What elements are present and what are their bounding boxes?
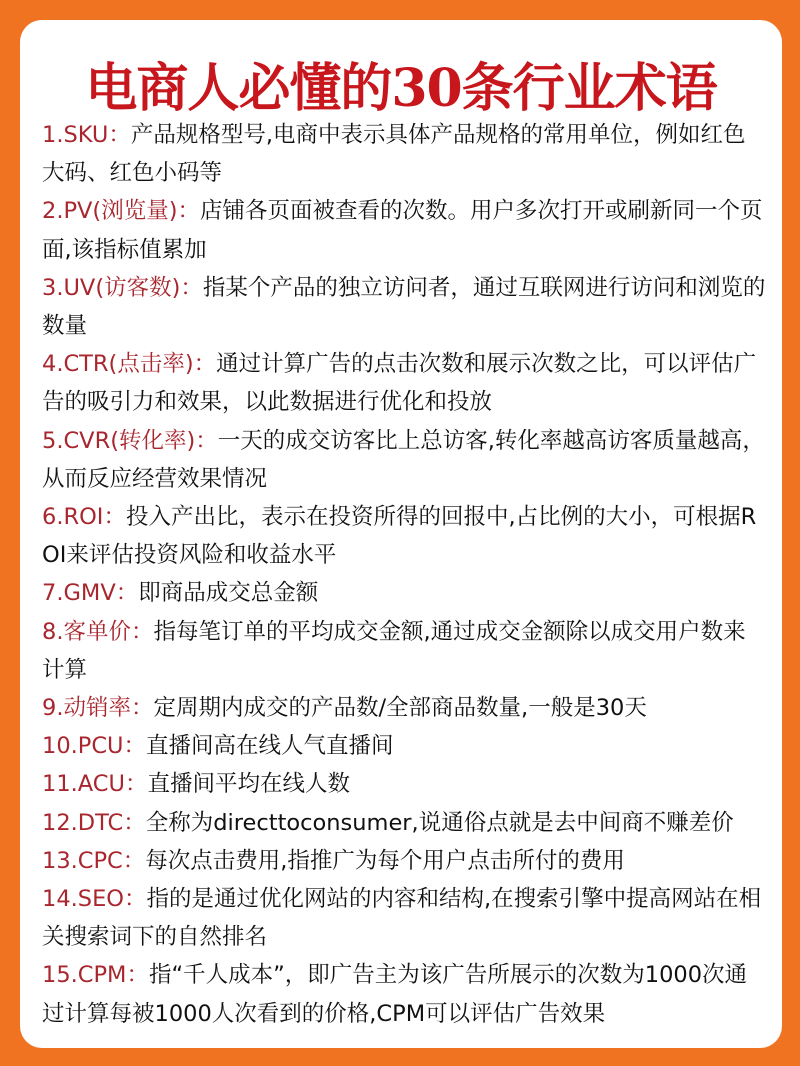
term-label: 10.PCU： — [42, 733, 147, 760]
term-label: 9.动销率： — [42, 695, 154, 722]
term-item — [42, 727, 768, 765]
term-label: 1.SKU： — [42, 122, 131, 148]
term-item — [42, 574, 768, 612]
term-label: 4.CTR(点击率)： — [42, 351, 217, 378]
term-description: 店铺各页面被查看的次数。用户多次打开或刷新同一个页面,该指标值累加 — [42, 198, 763, 263]
term-list — [42, 116, 768, 1033]
term-item — [42, 765, 768, 803]
term-description: 直播间平均在线人数 — [147, 771, 350, 798]
term-item — [42, 804, 768, 842]
term-label: 3.UV(访客数)： — [42, 274, 203, 301]
term-item — [42, 498, 768, 574]
term-item — [42, 345, 768, 421]
term-item — [42, 880, 768, 956]
term-description: 投入产出比，表示在投资所得的回报中,占比例的大小，可根据ROI来评估投资风险和收益水平 — [42, 504, 757, 569]
term-description: 指某个产品的独立访问者，通过互联网进行访问和浏览的数量 — [42, 274, 766, 340]
term-item — [42, 116, 768, 192]
term-description: 通过计算广告的点击次数和展示次数之比，可以评估广告的吸引力和效果，以此数据进行优化和投放 — [42, 351, 757, 416]
content-card — [20, 20, 782, 1048]
term-item — [42, 613, 768, 689]
term-description: 指“千人成本”，即广告主为该广告所展示的次数为1000次通过计算每被1000人次看到的价格,CPM可以评估广告效果 — [42, 962, 748, 1027]
term-description: 指每笔订单的平均成交金额,通过成交金额除以成交用户数来计算 — [42, 618, 746, 683]
term-item — [42, 956, 768, 1032]
term-label: 15.CPM： — [42, 962, 149, 989]
term-label: 14.SEO： — [42, 886, 147, 913]
term-description: 一天的成交访客比上总访客,转化率越高访客质量越高，从而反应经营效果情况 — [42, 427, 765, 492]
term-label: 7.GMV： — [42, 580, 139, 607]
term-label: 5.CVR(转化率)： — [42, 427, 218, 454]
term-description: 产品规格型号,电商中表示具体产品规格的常用单位，例如红色大码、红色小码等 — [42, 122, 746, 187]
term-description: 直播间高在线人气直播间 — [146, 733, 394, 760]
term-item — [42, 422, 768, 498]
term-description: 即商品成交总金额 — [138, 580, 319, 607]
term-item — [42, 842, 768, 880]
term-label: 12.DTC： — [42, 809, 146, 836]
term-description: 每次点击费用,指推广为每个用户点击所付的费用 — [145, 847, 625, 874]
term-description: 指的是通过优化网站的内容和结构,在搜索引擎中提高网站在相关搜索词下的自然排名 — [42, 886, 762, 951]
term-description: 全称为directtoconsumer,说通俗点就是去中间商不赚差价 — [145, 809, 734, 836]
term-label: 11.ACU： — [42, 771, 148, 798]
term-item — [42, 269, 768, 345]
term-label: 2.PV(浏览量)： — [42, 198, 200, 225]
term-item — [42, 689, 768, 727]
page-title: 电商人必懂的30条行业术语 — [85, 58, 717, 119]
term-label: 6.ROI： — [42, 504, 126, 531]
term-label: 13.CPC： — [42, 847, 146, 874]
term-label: 8.客单价： — [42, 618, 154, 645]
term-item — [42, 192, 768, 268]
term-description: 定周期内成交的产品数/全部商品数量,一般是30天 — [153, 695, 647, 722]
